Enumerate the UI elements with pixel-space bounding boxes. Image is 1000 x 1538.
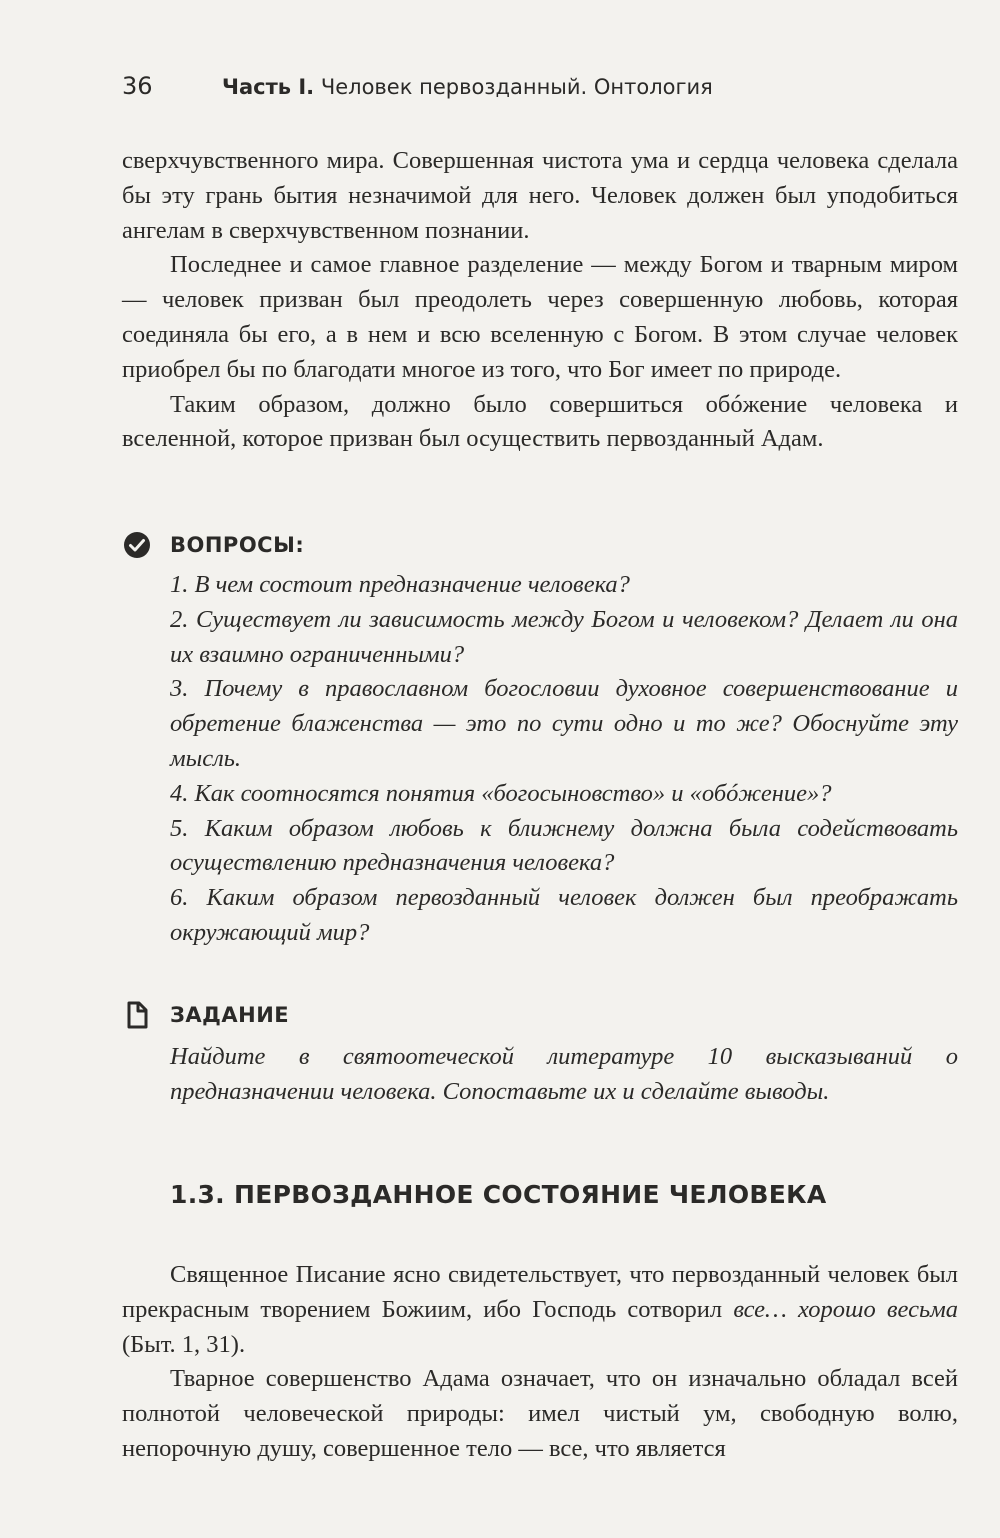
question-item: 2. Существует ли зависимость между Богом и человеком? Делает ли она их взаимно ограниченными? [170,605,958,668]
task-heading-text: ЗАДАНИЕ [170,1003,290,1027]
task-heading [122,1000,289,1030]
questions-list [170,568,958,951]
paragraph: Тварное совершенство Адама означает, что он изначально обладал всей полнотой человеческой природы: имел чистый ум, свободную волю, непорочную душу, совершенное тело — все, что является [122,1365,958,1462]
scripture-quote: все… хорошо весьма [733,1295,958,1323]
paragraph [122,1258,958,1362]
paragraph: Последнее и самое главное разделение — между Богом и тварным миром — человек призван был преодолеть через совершенную любовь, которая соединяла бы его, а в нем и всю вселенную с Богом. В этом случае человек приобрел бы по благодати многое из того, что Бог имеет по природе. [122,251,958,383]
question-item: 5. Каким образом любовь к ближнему должна была содействовать осуществлению предназначения человека? [170,814,958,877]
task-paragraph: Найдите в святоотеческой литературе 10 высказываний о предназначении человека. Сопоставьте их и сделайте выводы. [170,1043,958,1105]
section-title: 1.3. ПЕРВОЗДАННОЕ СОСТОЯНИЕ ЧЕЛОВЕКА [170,1180,827,1209]
part-label: Часть I. [222,75,315,99]
document-icon [122,1000,152,1030]
check-circle-icon [122,530,152,560]
part-title: Человек первозданный. Онтология [320,75,713,99]
intro-text [122,144,958,457]
paragraph: Таким образом, должно было совершиться обóжение человека и вселенной, которое призван был осуществить первозданный Адам. [122,390,958,453]
paragraph: сверхчувственного мира. Совершенная чистота ума и сердца человека сделала бы эту грань бытия незначимой для него. Человек должен был уподобиться ангелам в сверхчувственном познании. [122,147,958,244]
running-head [122,72,713,100]
questions-heading-text: ВОПРОСЫ: [170,533,305,557]
section-text [122,1258,958,1467]
question-item: 1. В чем состоит предназначение человека? [170,571,630,598]
question-item: 6. Каким образом первозданный человек должен был преображать окружающий мир? [170,884,958,946]
page-number: 36 [122,72,153,100]
question-item: 3. Почему в православном богословии духовное совершенствование и обретение блаженства — это по сути одно и то же? Обоснуйте эту мысль. [170,675,958,772]
task-text [170,1040,958,1110]
paragraph-text: Священное Писание ясно свидетельствует, что первозданный человек был прекрасным творением Божиим, ибо Господь сотворил [122,1261,958,1323]
scripture-reference: (Быт. 1, 31). [122,1330,246,1358]
question-item: 4. Как соотносятся понятия «богосыновство» и «обóжение»? [170,779,832,807]
questions-heading [122,530,304,560]
